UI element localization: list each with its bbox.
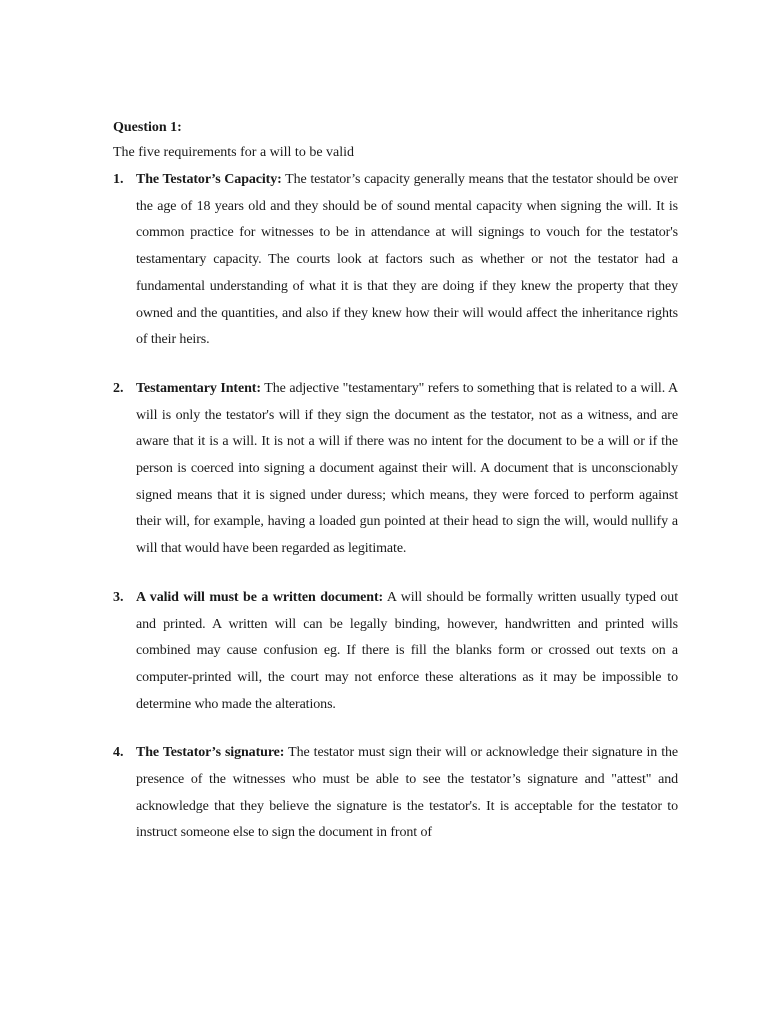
requirement-number: 3. bbox=[113, 589, 124, 605]
question-intro: The five requirements for a will to be valid bbox=[113, 145, 355, 160]
requirement-body bbox=[136, 376, 678, 563]
requirement-body bbox=[136, 740, 678, 847]
requirement-3 bbox=[113, 585, 678, 719]
requirement-text: The adjective "testamentary" refers to something that is related to a will. A will is only the testator's will if they sign the document as the testator, not as a witness, and are aware that it is a will. It is not a will if there was no intent for the document to be a will or if the person is coerced into signing a document against their will. A document that is unconscionably signed means that it is signed under duress; which means, they were forced to perform against their will, for example, having a loaded gun pointed at their head to sign the will, would nullify a will that would have been regarded as legitimate. bbox=[136, 380, 679, 557]
requirement-2 bbox=[113, 376, 678, 563]
requirement-4 bbox=[113, 740, 678, 847]
requirement-title: Testamentary Intent: bbox=[136, 380, 261, 396]
question-heading: Question 1: bbox=[113, 120, 182, 135]
document-content bbox=[113, 116, 678, 847]
requirement-body bbox=[136, 585, 678, 719]
requirement-title: The Testator’s signature: bbox=[136, 745, 285, 761]
requirement-text: The testator must sign their will or acknowledge their signature in the presence of the witnesses who must be able to see the testator’s signature and "attest" and acknowledge that they believe the signature is the testator's. It is acceptable for the testator to instruct someone else to sign the document in front of bbox=[136, 745, 679, 841]
requirement-title: A valid will must be a written document: bbox=[136, 589, 384, 605]
requirement-body bbox=[136, 167, 678, 354]
requirement-title: The Testator’s Capacity: bbox=[136, 172, 282, 187]
requirement-text: The testator’s capacity generally means that the testator should be over the age of 18 years old and they should be of sound mental capacity when signing the will. It is common practice for witnesses to be in attendance at will signings to vouch for the testator's testamentary capacity. The courts look at factors such as whether or not the testator had a fundamental understanding of what it is that they are doing if they knew the property that they owned and the quantities, and also if they knew how their will would affect the inheritance rights of their heirs. bbox=[136, 172, 678, 348]
requirement-text: A will should be formally written usually typed out and printed. A written will can be legally binding, however, handwritten and printed wills combined may cause confusion eg. If there is fill the blanks form or crossed out texts on a computer-printed will, the court may not enforce these alterations as it may be impossible to determine who made the alterations. bbox=[136, 589, 678, 712]
requirement-1 bbox=[113, 167, 678, 354]
requirement-number: 2. bbox=[113, 380, 124, 396]
requirement-number: 4. bbox=[113, 745, 124, 761]
requirement-number: 1. bbox=[113, 172, 124, 187]
